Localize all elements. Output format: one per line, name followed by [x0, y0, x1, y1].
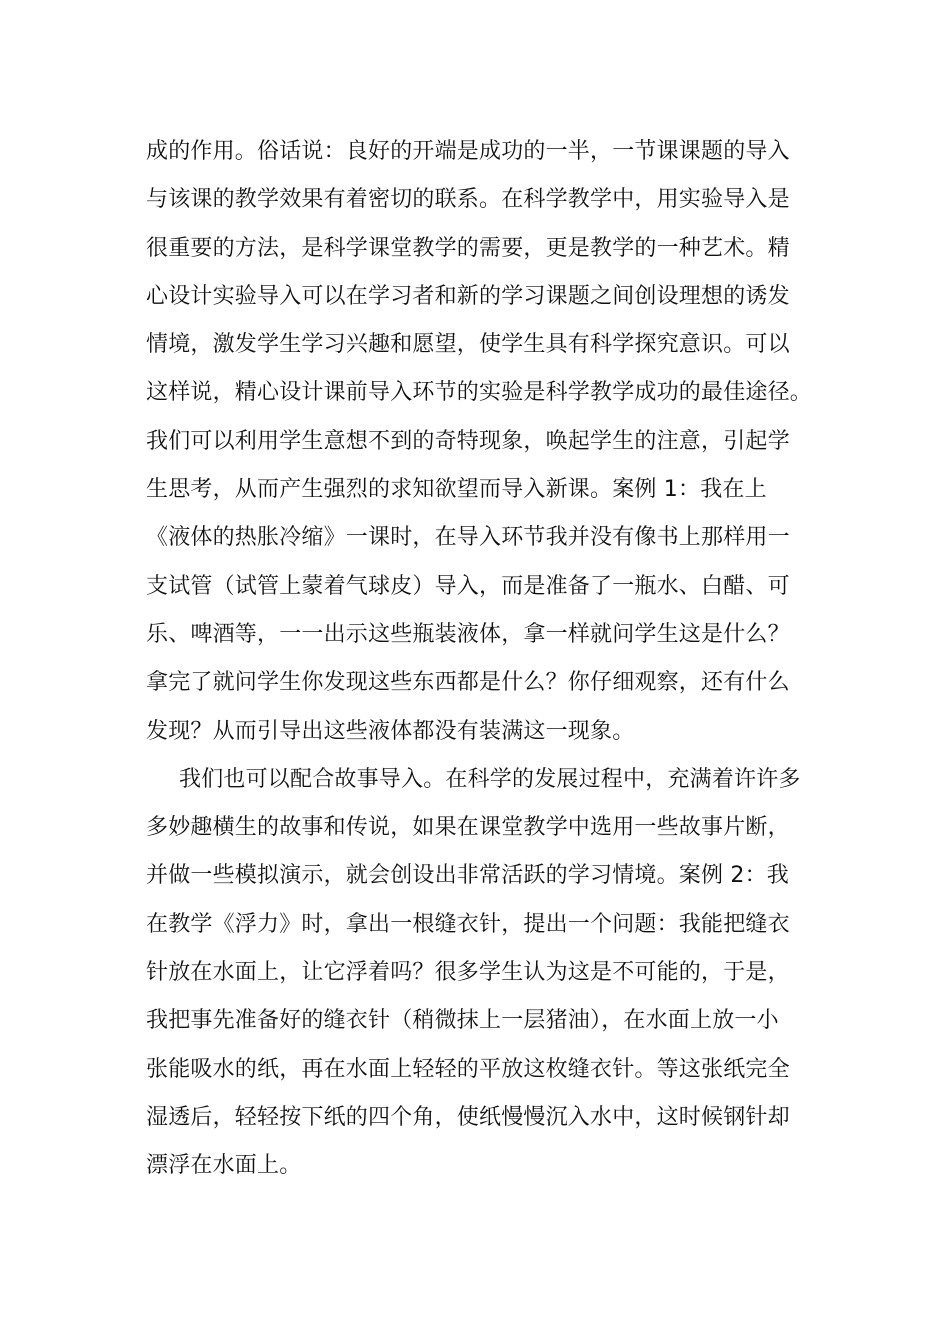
- text-line: 与该课的教学效果有着密切的联系。在科学教学中，用实验导入是: [146, 187, 790, 213]
- text-line: 乐、啤酒等，一一出示这些瓶装液体，拿一样就问学生这是什么？: [146, 621, 790, 647]
- text-line: 支试管（试管上蒙着气球皮）导入，而是准备了一瓶水、白醋、可: [146, 573, 790, 599]
- paragraph-1: [146, 128, 816, 756]
- text-line: 我们也可以配合故事导入。在科学的发展过程中，充满着许许多: [179, 766, 801, 792]
- text-line: 在教学《浮力》时，拿出一根缝衣针，提出一个问题：我能把缝衣: [146, 911, 790, 937]
- text-line: 很重要的方法，是科学课堂教学的需要，更是教学的一种艺术。精: [146, 235, 790, 261]
- text-line: 漂浮在水面上。: [146, 1153, 302, 1179]
- text-line: 心设计实验导入可以在学习者和新的学习课题之间创设理想的诱发: [146, 283, 790, 309]
- text-line: 湿透后，轻轻按下纸的四个角，使纸慢慢沉入水中，这时候钢针却: [146, 1104, 790, 1130]
- text-line: 并做一些模拟演示，就会创设出非常活跃的学习情境。案例 2：我: [146, 863, 789, 889]
- text-line: 张能吸水的纸，再在水面上轻轻的平放这枚缝衣针。等这张纸完全: [146, 1056, 790, 1082]
- text-line: 我们可以利用学生意想不到的奇特现象，唤起学生的注意，引起学: [146, 428, 790, 454]
- text-line: 发现？从而引导出这些液体都没有装满这一现象。: [146, 718, 635, 744]
- text-line: 生思考，从而产生强烈的求知欲望而导入新课。案例 1：我在上: [146, 477, 767, 503]
- text-line: 针放在水面上，让它浮着吗？很多学生认为这是不可能的，于是，: [146, 960, 790, 986]
- text-line: 多妙趣横生的故事和传说，如果在课堂教学中选用一些故事片断，: [146, 815, 790, 841]
- text-line: 拿完了就问学生你发现这些东西都是什么？你仔细观察，还有什么: [146, 670, 790, 696]
- text-line: 我把事先准备好的缝衣针（稍微抹上一层猪油），在水面上放一小: [146, 1008, 779, 1034]
- text-line: 情境，激发学生学习兴趣和愿望，使学生具有科学探究意识。可以: [146, 332, 790, 358]
- paragraph-2: [146, 756, 816, 1191]
- text-line: 《液体的热胀冷缩》一课时，在导入环节我并没有像书上那样用一: [146, 525, 790, 551]
- text-line: 成的作用。俗话说：良好的开端是成功的一半，一节课课题的导入: [146, 139, 790, 164]
- text-line: 这样说，精心设计课前导入环节的实验是科学教学成功的最佳途径。: [146, 380, 813, 406]
- body-text: [146, 128, 816, 1191]
